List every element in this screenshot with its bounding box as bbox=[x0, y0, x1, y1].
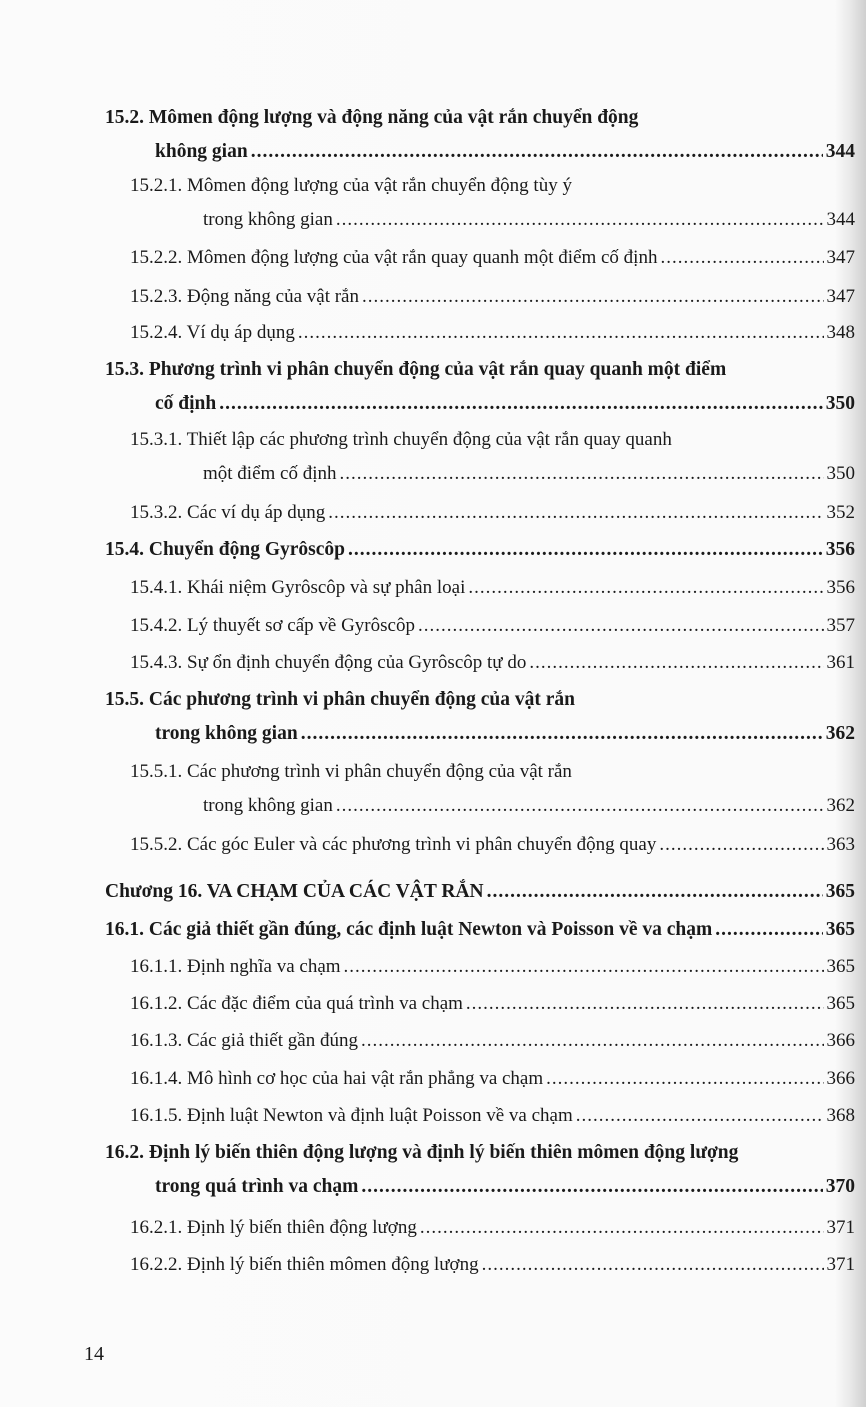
toc-entry-page: 371 bbox=[826, 1254, 855, 1275]
toc-entry-title: 15.2.2. Mômen động lượng của vật rắn quay quanh một điểm cố định bbox=[130, 247, 658, 268]
toc-entry-page: 347 bbox=[826, 247, 855, 268]
toc-entry-title: 15.3. Phương trình vi phân chuyển động của vật rắn quay quanh một điểm bbox=[105, 359, 727, 380]
toc-entry-page: 365 bbox=[825, 881, 855, 902]
toc-entry bbox=[130, 755, 855, 823]
toc-entry bbox=[130, 828, 855, 862]
toc-entry-title: 15.2.1. Mômen động lượng của vật rắn chuyển động tùy ý bbox=[130, 175, 572, 196]
page-number: 14 bbox=[84, 1343, 104, 1365]
toc-entry-title: 15.4.3. Sự ổn định chuyển động của Gyrôscôp tự do bbox=[130, 652, 527, 673]
dot-leader bbox=[576, 1099, 824, 1133]
toc-entry-title: 15.2.4. Ví dụ áp dụng bbox=[130, 322, 295, 343]
dot-leader bbox=[418, 609, 824, 643]
toc-entry bbox=[130, 646, 855, 680]
dot-leader bbox=[219, 387, 823, 421]
dot-leader bbox=[546, 1062, 823, 1096]
toc-entry-title: 16.1.2. Các đặc điểm của quá trình va chạm bbox=[130, 993, 463, 1014]
dot-leader bbox=[301, 717, 823, 751]
dot-leader bbox=[362, 280, 824, 314]
toc-entry-page: 361 bbox=[826, 652, 855, 673]
toc-entry bbox=[130, 1248, 855, 1282]
toc-entry-page: 350 bbox=[825, 393, 855, 414]
toc-entry bbox=[105, 101, 855, 169]
toc-entry-page: 352 bbox=[826, 502, 855, 523]
dot-leader bbox=[328, 496, 823, 530]
dot-leader bbox=[420, 1211, 824, 1245]
toc-entry-page: 347 bbox=[826, 286, 855, 307]
toc-entry bbox=[130, 987, 855, 1021]
toc-entry-page: 368 bbox=[826, 1105, 855, 1126]
toc-entry-page: 365 bbox=[826, 993, 855, 1014]
dot-leader bbox=[466, 987, 824, 1021]
toc-entry-page: 362 bbox=[826, 795, 855, 816]
toc-entry-title: 15.5.1. Các phương trình vi phân chuyển động của vật rắn bbox=[130, 761, 572, 782]
toc-entry-title: 15.5.2. Các góc Euler và các phương trình vi phân chuyển động quay bbox=[130, 834, 657, 855]
toc-entry-page: 344 bbox=[825, 141, 855, 162]
toc-entry bbox=[105, 353, 855, 421]
toc-entry-title: trong không gian bbox=[203, 209, 333, 230]
toc-entry-page: 363 bbox=[826, 834, 855, 855]
toc-entry-page: 365 bbox=[826, 956, 855, 977]
toc-entry-title: 15.4.2. Lý thuyết sơ cấp về Gyrôscôp bbox=[130, 615, 415, 636]
toc-entry-page: 344 bbox=[826, 209, 855, 230]
toc-entry-title: 15.5. Các phương trình vi phân chuyển động của vật rắn bbox=[105, 689, 576, 710]
toc-entry-title: một điểm cố định bbox=[203, 463, 337, 484]
dot-leader bbox=[336, 203, 824, 237]
toc-entry bbox=[105, 1136, 855, 1204]
dot-leader bbox=[487, 875, 823, 909]
toc-entry-title: cố định bbox=[155, 393, 217, 414]
dot-leader bbox=[251, 135, 823, 169]
toc-entry bbox=[130, 950, 855, 984]
toc-entry-title: 15.4. Chuyển động Gyrôscôp bbox=[105, 539, 345, 560]
toc-entry-page: 350 bbox=[826, 463, 855, 484]
toc-entry-title: không gian bbox=[155, 141, 248, 162]
toc-entry-title: trong quá trình va chạm bbox=[155, 1176, 359, 1197]
toc-entry-page: 356 bbox=[826, 577, 855, 598]
toc-entry bbox=[130, 169, 855, 237]
toc-entry bbox=[130, 609, 855, 643]
toc-entry bbox=[130, 423, 855, 491]
dot-leader bbox=[715, 913, 823, 947]
toc-entry-title: 16.1.5. Định luật Newton và định luật Poisson về va chạm bbox=[130, 1105, 573, 1126]
toc-entry-page: 366 bbox=[826, 1068, 855, 1089]
dot-leader bbox=[344, 950, 824, 984]
toc-entry-title: 16.2. Định lý biến thiên động lượng và định lý biến thiên mômen động lượng bbox=[105, 1142, 739, 1163]
dot-leader bbox=[468, 571, 823, 605]
toc-entry bbox=[130, 1024, 855, 1058]
dot-leader bbox=[660, 241, 823, 275]
toc-entry bbox=[105, 683, 855, 751]
toc-entry bbox=[130, 571, 855, 605]
toc-entry bbox=[130, 496, 855, 530]
toc-entry-title: trong không gian bbox=[203, 795, 333, 816]
toc-entry-title: 16.1.3. Các giả thiết gần đúng bbox=[130, 1030, 358, 1051]
toc-entry bbox=[105, 913, 855, 947]
toc-entry-title: 15.2. Mômen động lượng và động năng của vật rắn chuyển động bbox=[105, 107, 639, 128]
toc-entry-page: 356 bbox=[825, 539, 855, 560]
toc-entry bbox=[130, 1062, 855, 1096]
toc-entry-page: 371 bbox=[826, 1217, 855, 1238]
toc-entry-page: 357 bbox=[826, 615, 855, 636]
toc-entry-title: 15.4.1. Khái niệm Gyrôscôp và sự phân loại bbox=[130, 577, 466, 598]
toc-entry-title: 15.2.3. Động năng của vật rắn bbox=[130, 286, 359, 307]
toc-entry bbox=[130, 1099, 855, 1133]
dot-leader bbox=[348, 533, 823, 567]
dot-leader bbox=[482, 1248, 824, 1282]
toc-entry-title: 16.2.2. Định lý biến thiên mômen động lượng bbox=[130, 1254, 479, 1275]
toc-entry-title: 15.3.1. Thiết lập các phương trình chuyển động của vật rắn quay quanh bbox=[130, 429, 672, 450]
toc-entry-title: 16.2.1. Định lý biến thiên động lượng bbox=[130, 1217, 417, 1238]
toc-entry bbox=[105, 533, 855, 567]
dot-leader bbox=[340, 457, 824, 491]
dot-leader bbox=[659, 828, 823, 862]
dot-leader bbox=[336, 789, 824, 823]
toc-entry bbox=[130, 1211, 855, 1245]
toc-entry-page: 365 bbox=[825, 919, 855, 940]
toc-entry-title: trong không gian bbox=[155, 723, 298, 744]
dot-leader bbox=[361, 1024, 824, 1058]
toc-entry-title: 16.1. Các giả thiết gần đúng, các định luật Newton và Poisson về va chạm bbox=[105, 919, 713, 940]
toc-entry-page: 348 bbox=[826, 322, 855, 343]
toc-entry-title: 15.3.2. Các ví dụ áp dụng bbox=[130, 502, 326, 523]
toc-entry bbox=[130, 280, 855, 314]
toc-entry bbox=[130, 316, 855, 350]
toc-entry-page: 362 bbox=[825, 723, 855, 744]
toc-entry-title: 16.1.1. Định nghĩa va chạm bbox=[130, 956, 341, 977]
toc-entry-title: 16.1.4. Mô hình cơ học của hai vật rắn phẳng va chạm bbox=[130, 1068, 544, 1089]
toc-entry-page: 366 bbox=[826, 1030, 855, 1051]
toc-entry-page: 370 bbox=[825, 1176, 855, 1197]
dot-leader bbox=[529, 646, 823, 680]
dot-leader bbox=[298, 316, 824, 350]
dot-leader bbox=[361, 1170, 822, 1204]
toc-entry-title: Chương 16. VA CHẠM CỦA CÁC VẬT RẮN bbox=[105, 881, 484, 902]
toc-entry bbox=[105, 875, 855, 909]
toc-entry bbox=[130, 241, 855, 275]
